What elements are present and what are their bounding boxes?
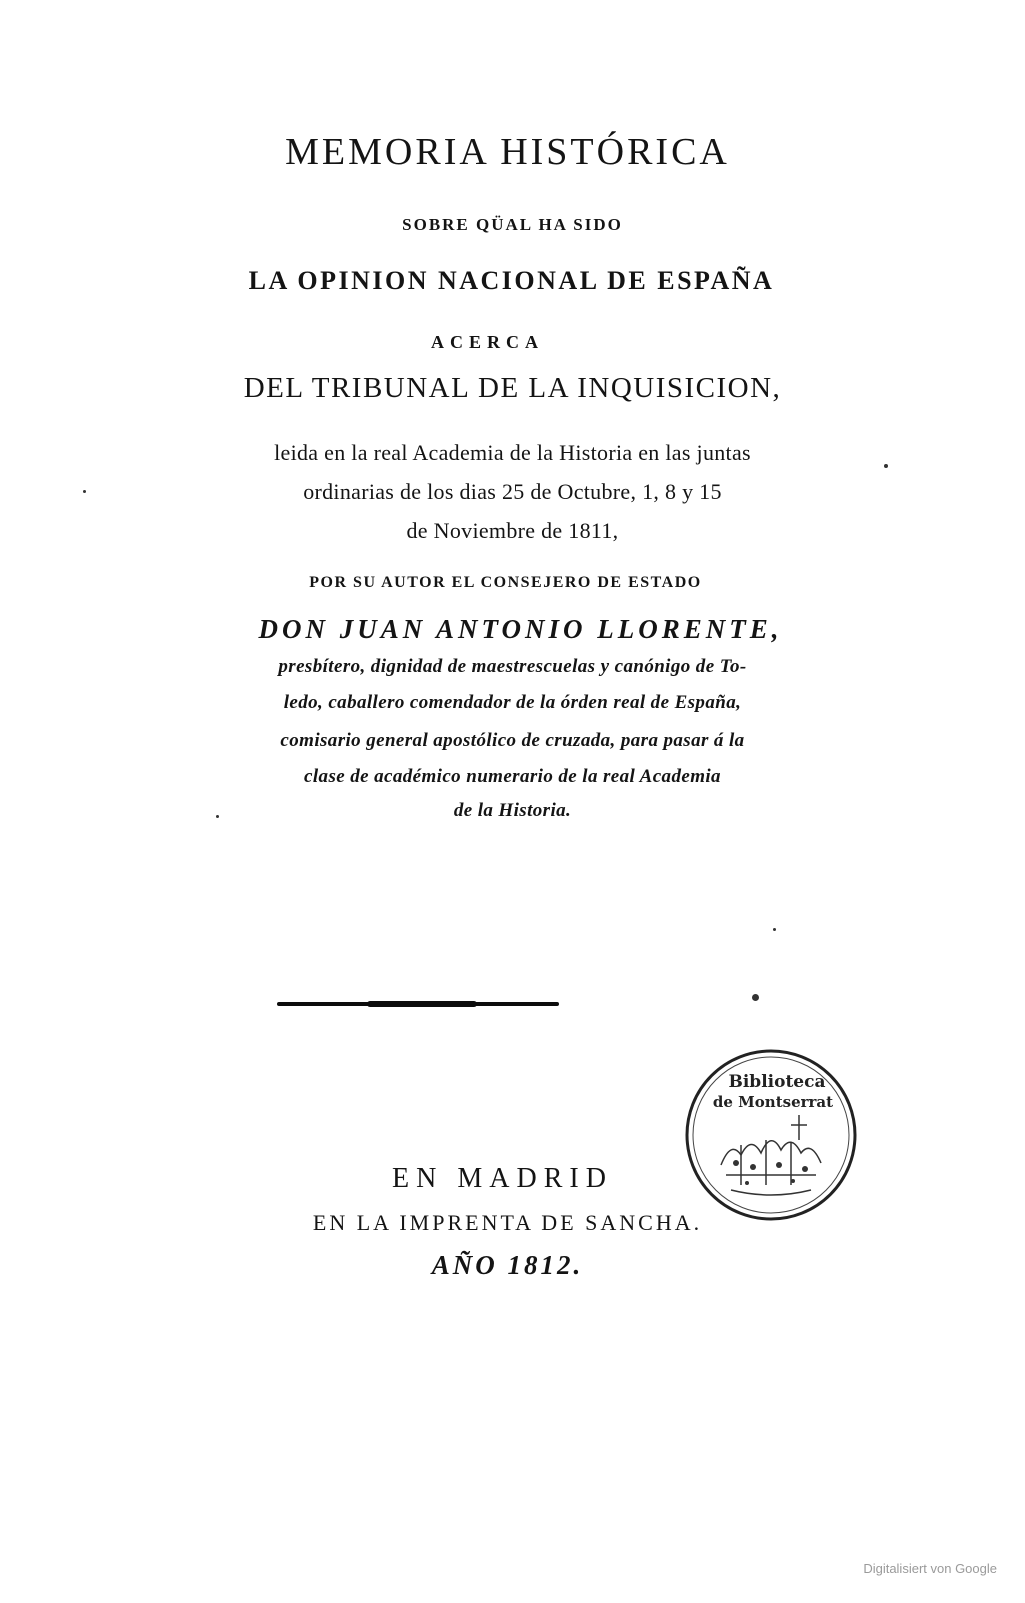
- author-title-line: presbítero, dignidad de maestrescuelas y canónigo de To-: [278, 656, 747, 677]
- library-stamp-icon: [681, 1045, 861, 1225]
- decorative-rule: [277, 1002, 559, 1006]
- reading-line: de Noviembre de 1811,: [406, 518, 619, 543]
- subtitle-acerca: ACERCA: [430, 332, 544, 352]
- author-title-line: ledo, caballero comendador de la órden real de España,: [283, 692, 742, 713]
- reading-line: ordinarias de los dias 25 de Octubre, 1, 8 y 15: [303, 479, 722, 504]
- stamp-text: de Montserrat: [712, 1093, 834, 1111]
- imprint-year: AÑO 1812.: [431, 1250, 584, 1280]
- imprint-press: EN LA IMPRENTA DE SANCHA.: [312, 1210, 703, 1235]
- author-name: DON JUAN ANTONIO LLORENTE,: [258, 614, 783, 644]
- stamp-text: Biblioteca: [728, 1072, 826, 1092]
- ink-speck: [752, 994, 759, 1001]
- author-title-line: clase de académico numerario de la real Academia: [304, 766, 721, 787]
- ink-speck: [773, 928, 776, 931]
- author-title-line: comisario general apostólico de cruzada, para pasar á la: [280, 730, 745, 751]
- author-title-line: de la Historia.: [453, 800, 572, 821]
- ink-speck: [83, 490, 86, 493]
- reading-line: leida en la real Academia de la Historia en las juntas: [274, 440, 751, 465]
- book-title: MEMORIA HISTÓRICA: [285, 131, 730, 173]
- ink-speck: [216, 815, 219, 818]
- subtitle-main: LA OPINION NACIONAL DE ESPAÑA: [248, 266, 775, 295]
- subtitle-small: SOBRE QÜAL HA SIDO: [402, 215, 623, 234]
- digitization-watermark: Digitalisiert von Google: [863, 1561, 997, 1576]
- subtitle-tribunal: DEL TRIBUNAL DE LA INQUISICION,: [243, 372, 782, 404]
- by-line: POR SU AUTOR EL CONSEJERO DE ESTADO: [309, 574, 702, 591]
- ink-speck: [884, 464, 888, 468]
- imprint-city: EN MADRID: [392, 1163, 613, 1194]
